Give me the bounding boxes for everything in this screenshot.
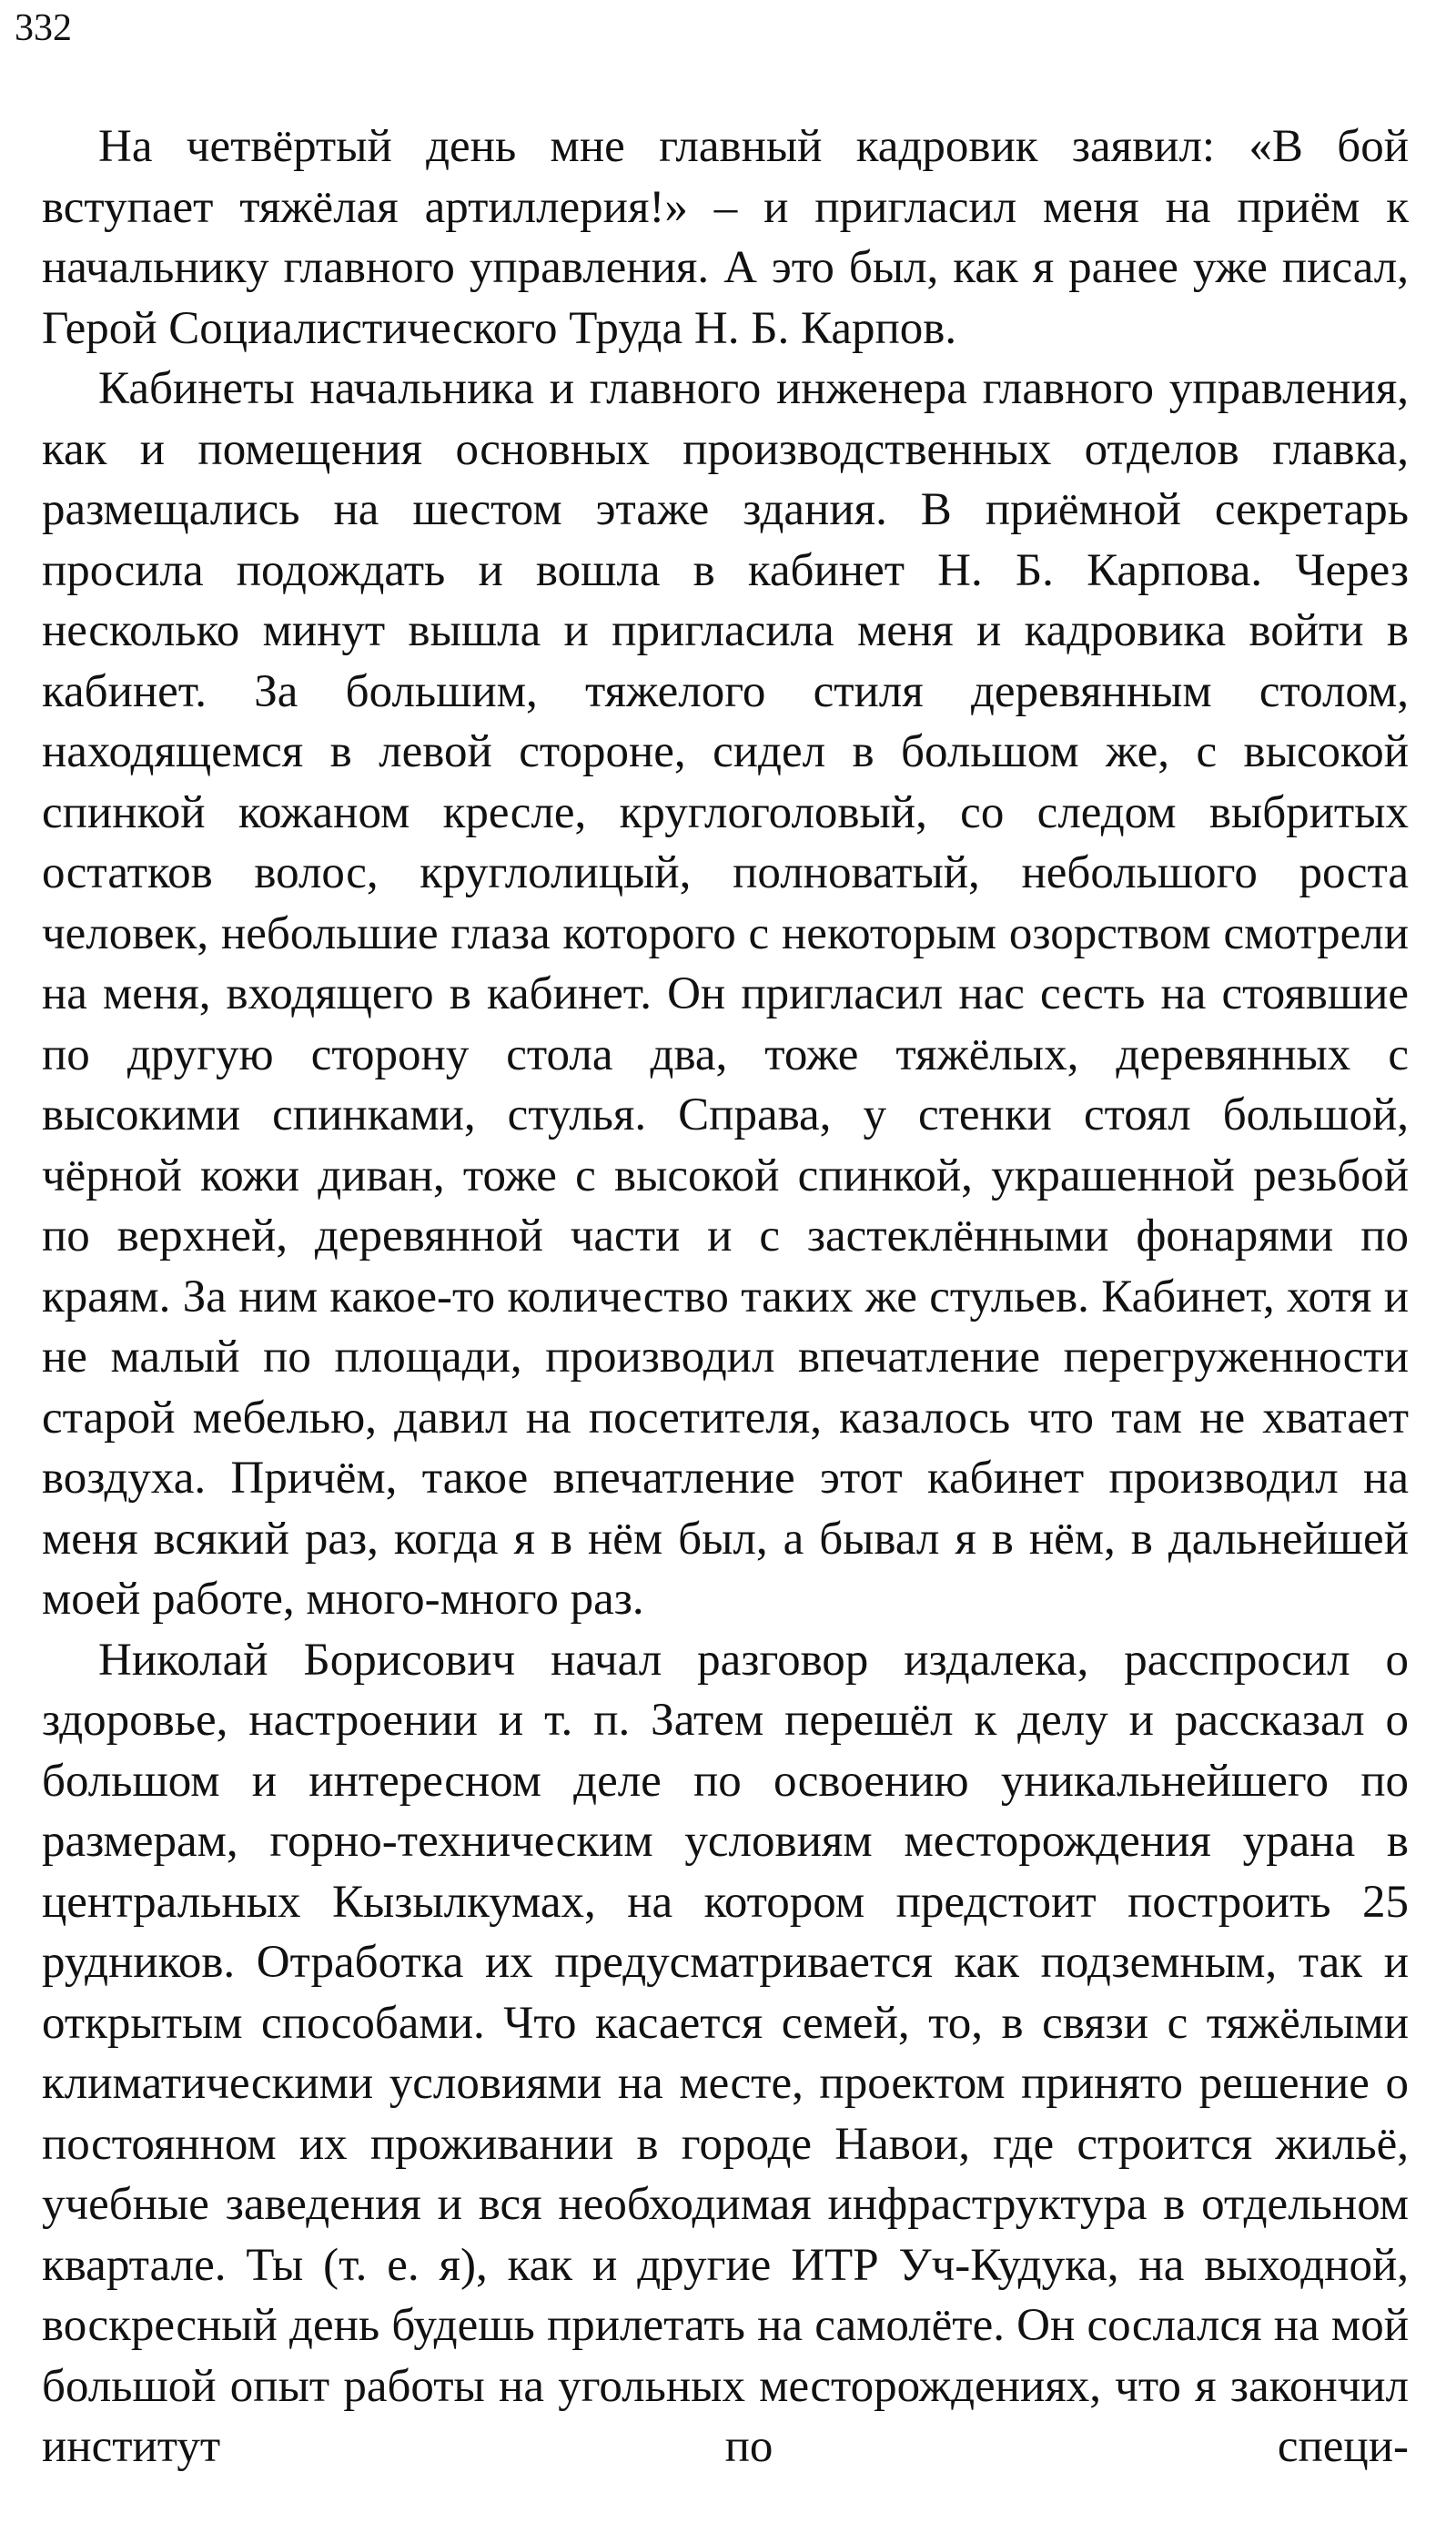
paragraph-2: Кабинеты начальника и главного инженера главного управления, как и помещения основных производственных отделов главка, размещались на шестом этаже здания. В приёмной секретарь просила подождать и вошла в кабинет Н. Б. Карпова. Через несколько минут вышла и пригласила меня и кадровика войти в кабинет. За большим, тяжелого стиля деревянным столом, находящемся в левой стороне, сидел в большом же, с высокой спинкой кожаном кресле, круглоголовый, со следом выбритых остатков волос, круглолицый, полноватый, небольшого роста человек, небольшие глаза которого с некоторым озорством смотрели на меня, входящего в кабинет. Он пригласил нас сесть на стоявшие по другую сторону стола два, тоже тяжёлых, деревянных с высокими спинками, стулья. Справа, у стенки стоял большой, чёрной кожи диван, тоже с высокой спинкой, украшенной резьбой по верхней, деревянной части и с застеклёнными фонарями по краям. За ним какое-то количество таких же стульев. Кабинет, хотя и не малый по площади, производил впечатление перегруженности старой мебелью, давил на посетителя, казалось что там не хватает воздуха. Причём, такое впечатление этот кабинет производил на меня всякий раз, когда я в нём был, а бывал я в нём, в дальнейшей моей работе, много-много раз.: [42, 363, 1409, 1625]
paragraph-3: Николай Борисович начал разговор издалека, расспросил о здоровье, настроении и т. п. Затем перешёл к делу и рассказал о большом и интересном деле по освоению уникальнейшего по размерам, горно-техническим условиям месторождения урана в центральных Кызылкумах, на котором предстоит построить 25 рудников. Отработка их предусматривается как подземным, так и открытым способами. Что касается семей, то, в связи с тяжёлыми климатическими условиями на месте, проектом принято решение о постоянном их проживании в городе Навои, где строится жильё, учебные заведения и вся необходимая инфраструктура в отдельном квартале. Ты (т. е. я), как и другие ИТР Уч-Кудука, на выходной, воскресный день будешь прилетать на самолёте. Он сослался на мой большой опыт работы на угольных месторождениях, что я закончил институт по специ-: [42, 1634, 1409, 2472]
body-text: [42, 117, 1409, 2477]
paragraph-1: На четвёртый день мне главный кадровик заявил: «В бой вступает тяжёлая артиллерия!» – и пригласил меня на приём к начальнику главного управления. А это был, как я ранее уже писал, Герой Социалистического Труда Н. Б. Карпов.: [42, 121, 1409, 354]
page-number: 332: [15, 7, 72, 49]
